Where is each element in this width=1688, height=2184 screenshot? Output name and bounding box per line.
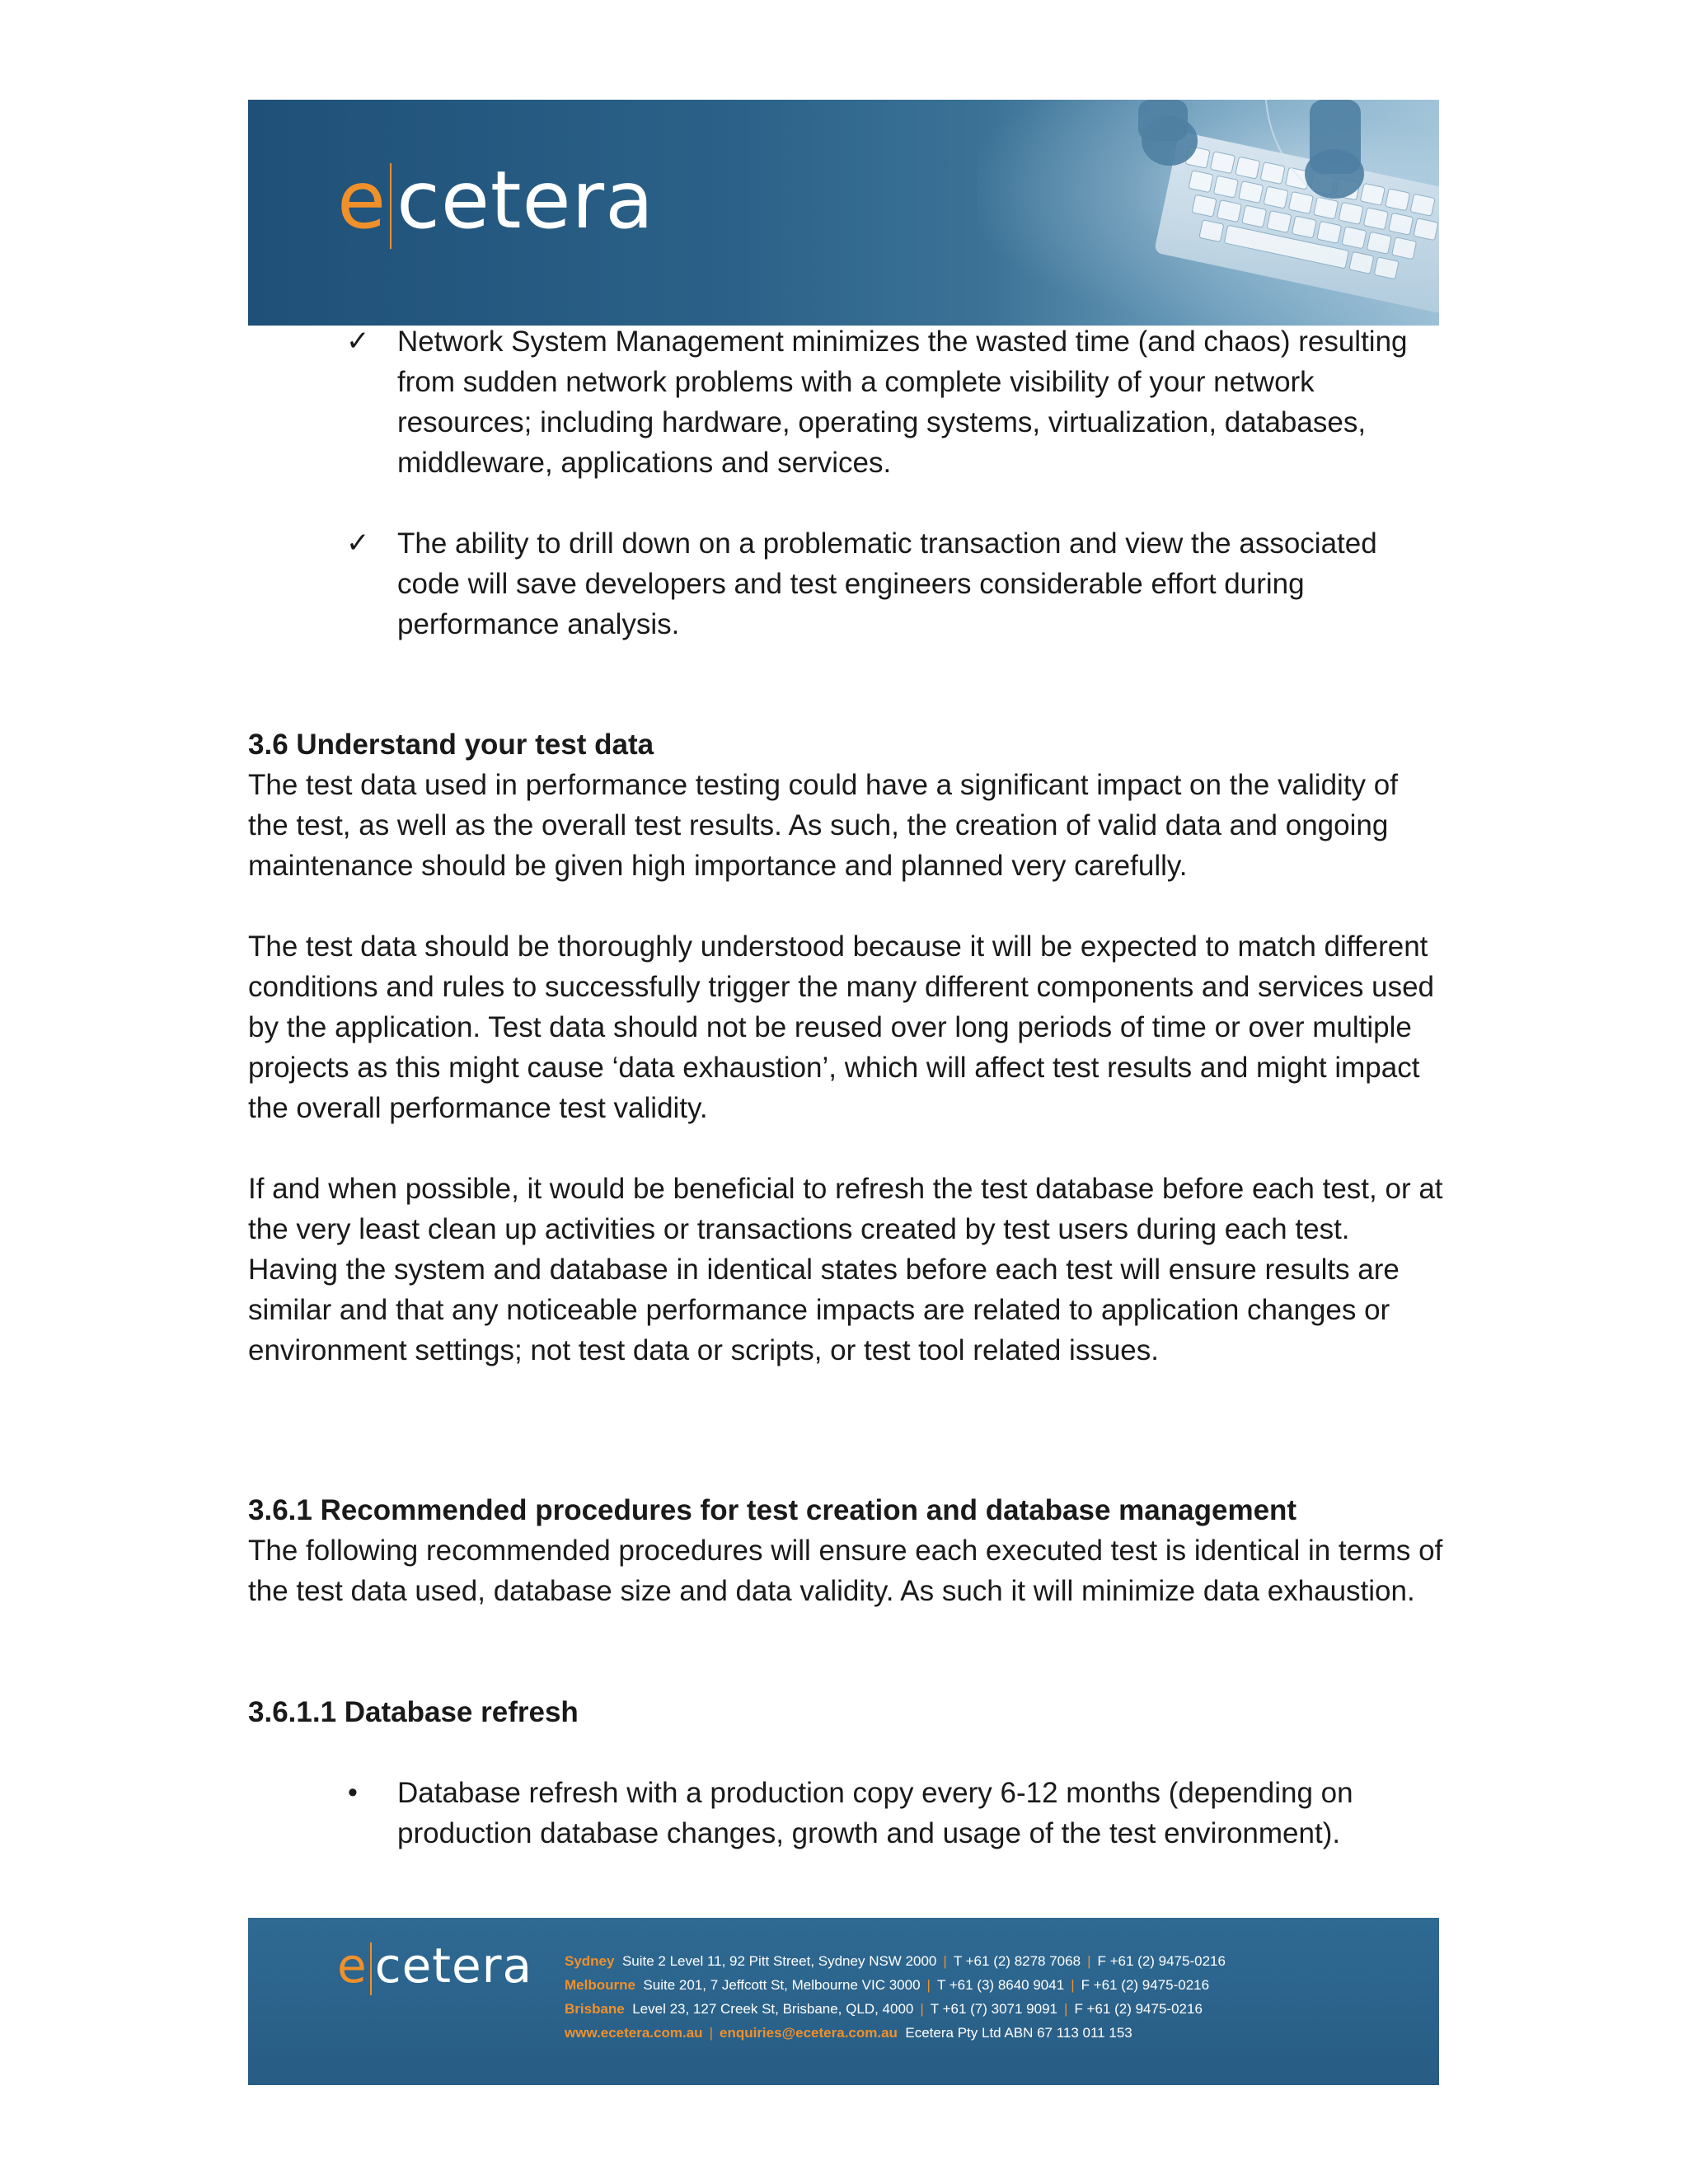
office-city: Sydney [565, 1953, 615, 1969]
section-3-6-1 [248, 1490, 1443, 1611]
section-heading: 3.6 Understand your test data [248, 729, 654, 761]
paragraph: The test data should be thoroughly understood because it will be expected to match different conditions and rules to successfully trigger the many different components and services used by the application. Test data should not be reused over long periods of time or over multiple projects as this might cause ‘data exhaustion’, which will affect test results and might impact the overall performance test validity. [248, 930, 1435, 1124]
office-city: Brisbane [565, 2001, 625, 2017]
bullet-database-refresh: Database refresh with a production copy every 6-12 months (depending on production database changes, growth and usage of the test environment). [397, 1777, 1353, 1849]
paragraph: The test data used in performance testing could have a significant impact on the validity of the test, as well as the overall test results. As such, the creation of valid data and ongoing maintenance should be given high importance and planned very carefully. [248, 769, 1398, 882]
footer-banner [248, 1918, 1439, 2085]
office-fax: F +61 (2) 9475-0216 [1081, 1977, 1210, 1993]
checkmark-icon: ✓ [346, 527, 370, 559]
bullet-network-management: Network System Management minimizes the wasted time (and chaos) resulting from sudden network problems with a complete visibility of your network resources; including hardware, operating systems, virtualization, databases, middleware, applications and services. [397, 326, 1408, 479]
separator: | [926, 1977, 931, 1993]
paragraph: If and when possible, it would be beneficial to refresh the test database before each test, or at the very least clean up activities or transactions created by test users during each test. Having the system and database in identical states before each test will ensure results are similar and that any noticeable performance impacts are related to application changes or environment settings; not test data or scripts, or test tool related issues. [248, 1173, 1443, 1366]
logo-divider [390, 163, 392, 249]
office-sydney [565, 1949, 1226, 1973]
logo-wordmark: cetera [396, 154, 654, 246]
section-3-6 [248, 724, 1443, 1371]
office-address: Suite 2 Level 11, 92 Pitt Street, Sydney NSW 2000 [621, 1953, 937, 1969]
company-abn: Ecetera Pty Ltd ABN 67 113 011 153 [905, 2025, 1132, 2041]
header-banner [248, 100, 1439, 326]
office-city: Melbourne [565, 1977, 635, 1993]
logo-letter-e: e [337, 1938, 368, 1994]
paragraph: The following recommended procedures will ensure each executed test is identical in terms of the test data used, database size and data validity. As such it will minimize data exhaustion. [248, 1535, 1443, 1607]
separator: | [943, 1953, 947, 1969]
office-address: Level 23, 127 Creek St, Brisbane, QLD, 4000 [632, 2001, 914, 2017]
office-fax: F +61 (2) 9475-0216 [1097, 1953, 1226, 1969]
office-fax: F +61 (2) 9475-0216 [1074, 2001, 1203, 2017]
logo-divider [370, 1943, 372, 1995]
footer-web-line [565, 2021, 1226, 2045]
separator: | [709, 2025, 713, 2041]
separator: | [1071, 1977, 1075, 1993]
office-phone: T +61 (7) 3071 9091 [930, 2001, 1058, 2017]
bullet-drill-down: The ability to drill down on a problematic transaction and view the associated code will save developers and test engineers considerable effort during performance analysis. [397, 527, 1377, 640]
website-link[interactable]: www.ecetera.com.au [565, 2025, 703, 2041]
separator: | [920, 2001, 924, 2017]
logo-letter-e: e [337, 154, 387, 246]
section-heading: 3.6.1.1 Database refresh [248, 1696, 579, 1728]
separator: | [1064, 2001, 1068, 2017]
checkmark-icon: ✓ [346, 326, 370, 357]
office-address: Suite 201, 7 Jeffcott St, Melbourne VIC 3000 [643, 1977, 921, 1993]
section-heading: 3.6.1 Recommended procedures for test creation and database management [248, 1494, 1297, 1526]
logo-wordmark: cetera [374, 1938, 533, 1994]
email-link[interactable]: enquiries@ecetera.com.au [719, 2025, 898, 2041]
separator: | [1087, 1953, 1091, 1969]
office-phone: T +61 (2) 8278 7068 [953, 1953, 1081, 1969]
office-melbourne [565, 1973, 1226, 1997]
header-logo [337, 154, 654, 249]
office-phone: T +61 (3) 8640 9041 [936, 1977, 1065, 1993]
bullet-dot-icon: • [348, 1777, 358, 1808]
section-3-6-1-1 [248, 1692, 1443, 1732]
office-brisbane [565, 1997, 1226, 2021]
footer-logo [337, 1938, 532, 1995]
keyboard-hands-image [1105, 100, 1439, 326]
footer-contact-info [565, 1949, 1226, 2045]
